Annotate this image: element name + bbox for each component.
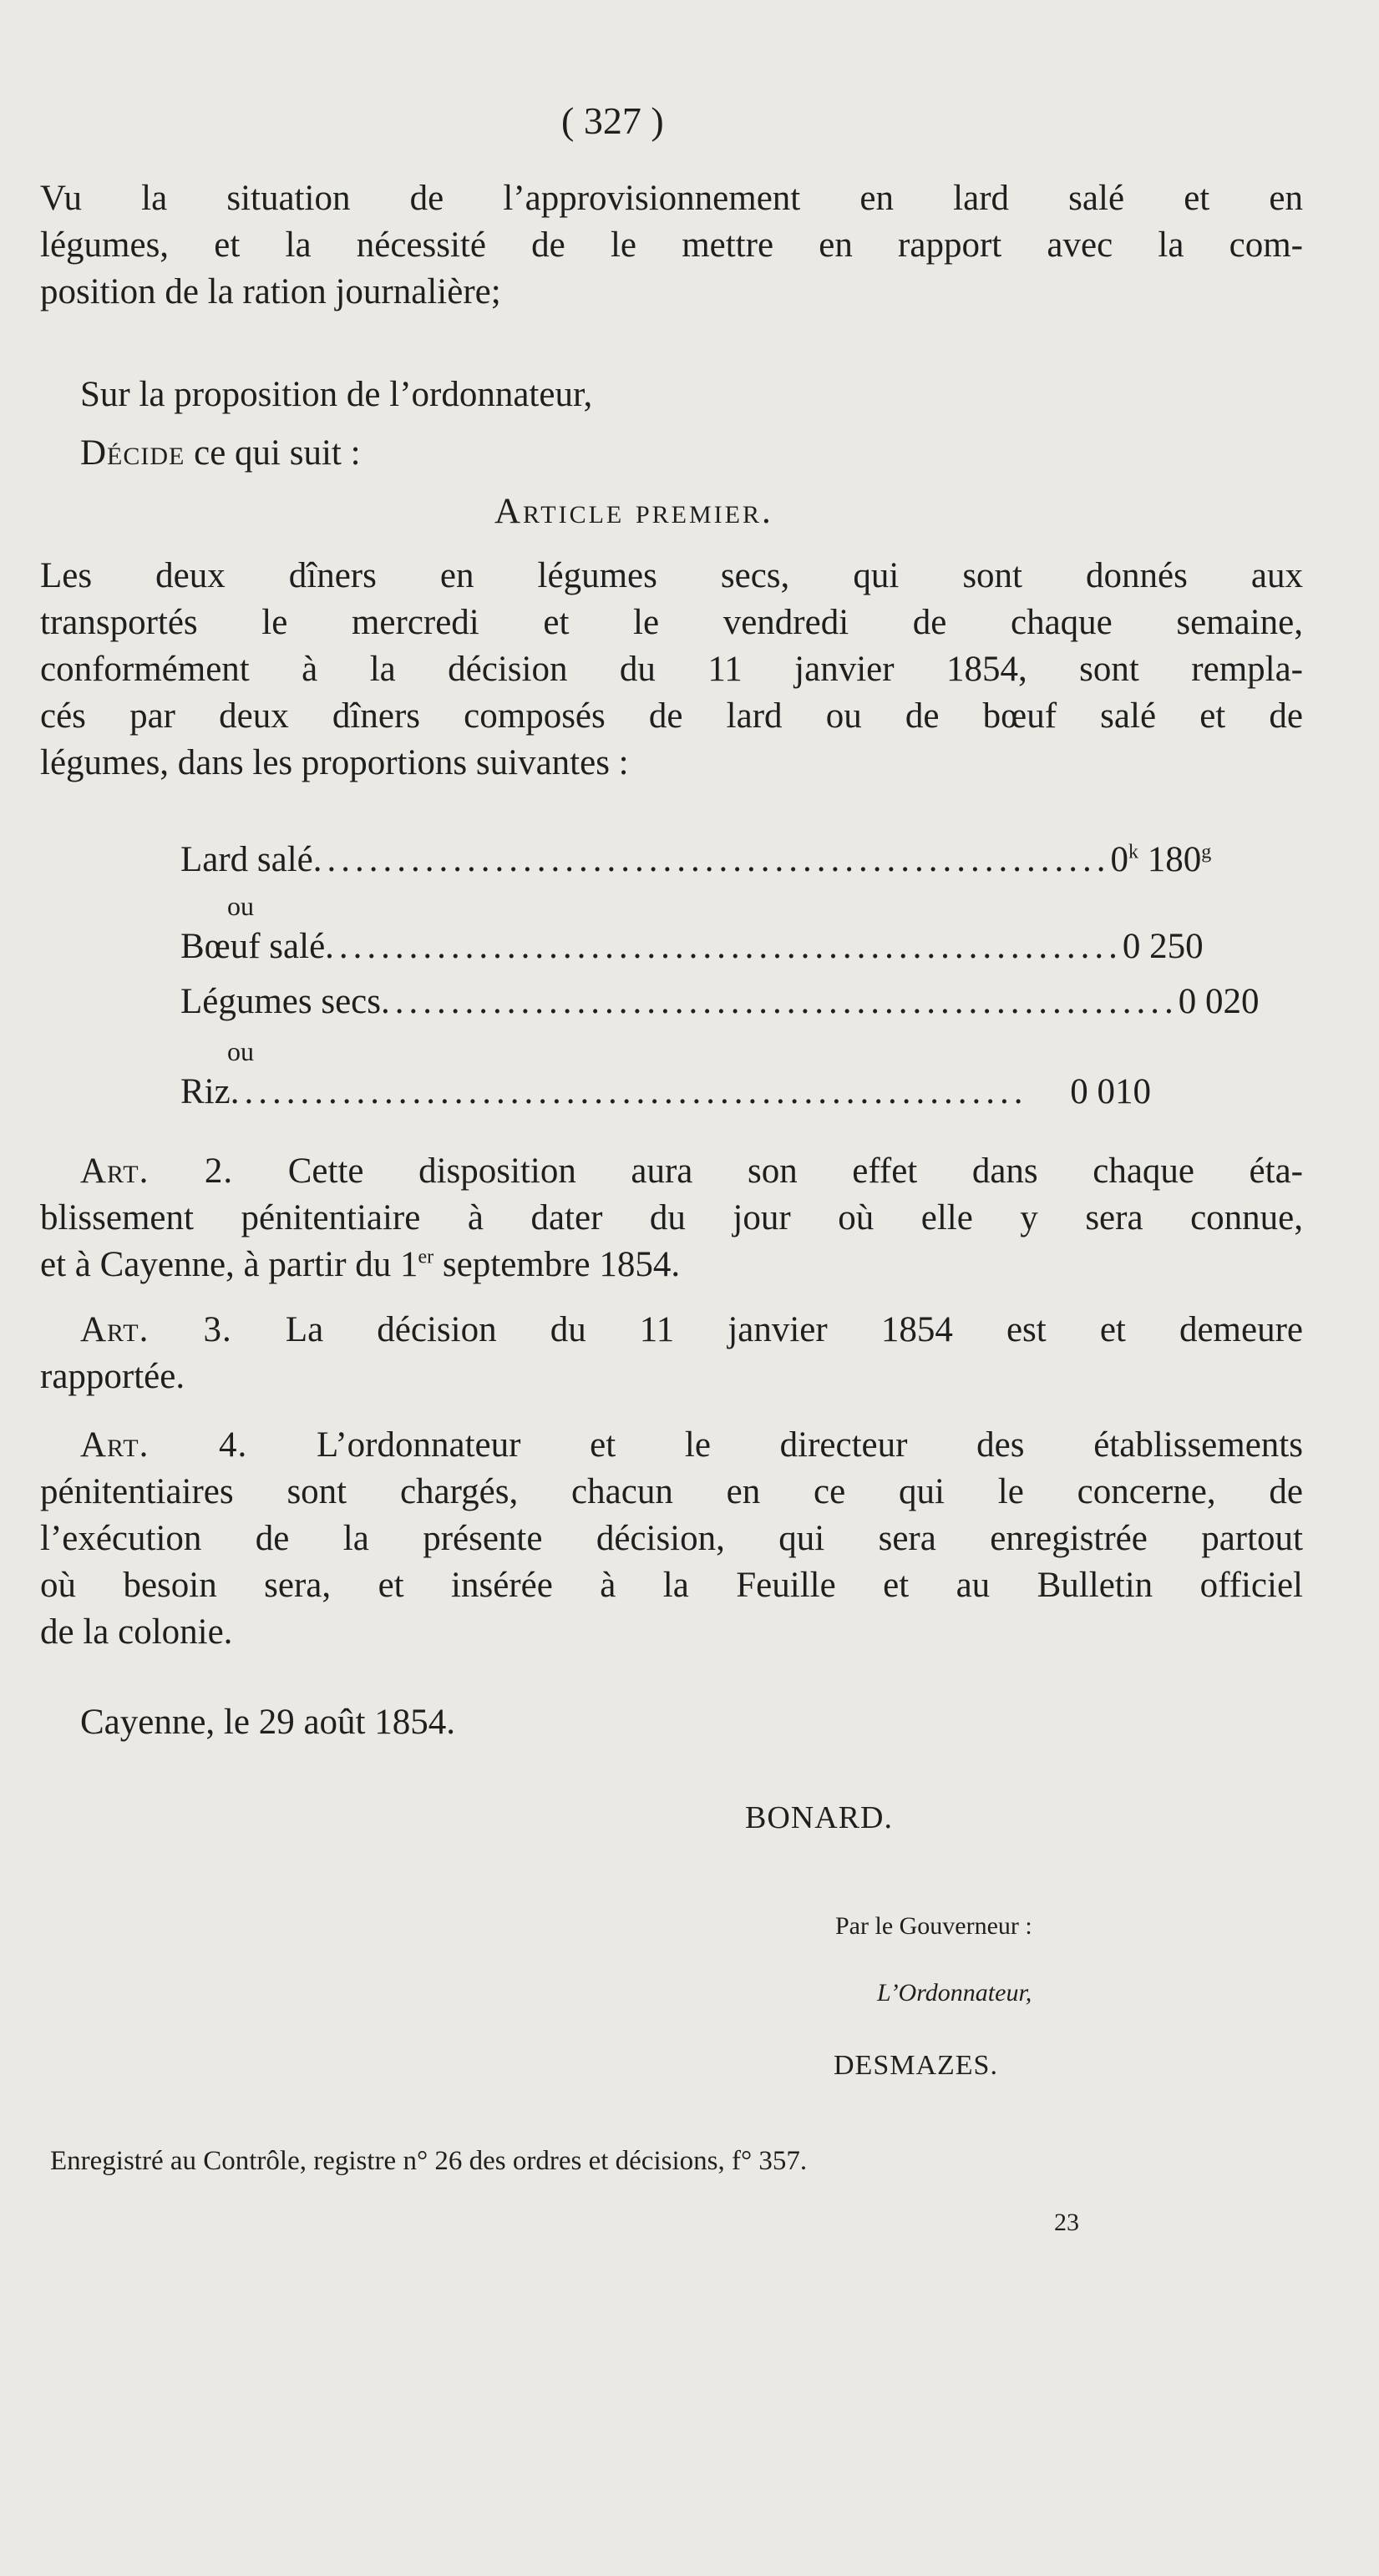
ration-item: Bœuf salé [180, 927, 326, 966]
par-le-gouverneur: Par le Gouverneur : [835, 1912, 1032, 1940]
proposition-line: Sur la proposition de l’ordonnateur, [80, 375, 593, 414]
article-title: Article premier. [494, 492, 773, 531]
text-line: blissement pénitentiaire à dater du jour où elle y sera connue, [40, 1198, 1303, 1237]
decide-line [80, 430, 361, 477]
text-line: Les deux dîners en légumes secs, qui sont donnés aux [40, 556, 1303, 595]
ration-quantity: 0$^k$ 180$^g$ [1110, 840, 1212, 879]
text-line: transportés le mercredi et le vendredi de chaque semaine, [40, 603, 1303, 642]
article-1-paragraph [40, 553, 1303, 787]
leader-dots: ......................................................... [381, 982, 1179, 1021]
text-line: cés par deux dîners composés de lard ou de bœuf salé et de [40, 696, 1303, 736]
decide-word: Décide [80, 433, 185, 473]
decide-rest: ce qui suit : [185, 433, 361, 473]
text-line: Art. 3. La décision du 11 janvier 1854 est et demeure [80, 1310, 1303, 1349]
article-label: Art. 3. [80, 1310, 232, 1349]
article-3-paragraph [40, 1307, 1303, 1400]
text-line: Art. 2. Cette disposition aura son effet dans chaque éta- [80, 1151, 1303, 1191]
text-line: de la colonie. [40, 1612, 233, 1652]
intro-paragraph [40, 175, 1303, 316]
ration-table [180, 839, 1260, 1121]
signature-2: DESMAZES. [834, 2050, 998, 2081]
ration-item: Lard salé [180, 840, 313, 879]
text-line: l’exécution de la présente décision, qui sera enregistrée partout [40, 1519, 1303, 1558]
leader-dots: ......................................................... [230, 1072, 1028, 1111]
ration-row [180, 981, 1260, 1031]
page-number: ( 327 ) [561, 99, 664, 142]
signature-mark: 23 [1054, 2209, 1079, 2236]
article-2-paragraph [40, 1148, 1303, 1288]
text-line: conformément à la décision du 11 janvier 1854, sont rempla- [40, 650, 1303, 689]
ration-quantity: 0 010 [1070, 1072, 1151, 1111]
article-label: Art. 2. [80, 1151, 234, 1191]
text-line: Vu la situation de l’approvisionnement en lard salé et en [40, 179, 1303, 218]
ration-quantity: 0 250 [1122, 927, 1204, 966]
article-4-paragraph [40, 1422, 1303, 1656]
ration-row [180, 926, 1204, 981]
signature: BONARD. [745, 1800, 893, 1835]
ration-or: ou [227, 1036, 254, 1066]
leader-dots: ......................................................... [325, 927, 1123, 966]
text-line: Art. 4. L’ordonnateur et le directeur des établissements [80, 1425, 1303, 1465]
ration-row [180, 839, 1212, 886]
ration-or: ou [227, 891, 254, 921]
leader-dots: ......................................................... [312, 840, 1111, 879]
text-line: pénitentiaires sont chargés, chacun en ce qui le concerne, de [40, 1472, 1303, 1511]
registration-note: Enregistré au Contrôle, registre n° 26 des ordres et décisions, f° 357. [50, 2146, 808, 2176]
text-line: où besoin sera, et insérée à la Feuille et au Bulletin officiel [40, 1566, 1303, 1605]
ration-row [180, 1071, 1151, 1121]
date-line: Cayenne, le 29 août 1854. [80, 1703, 456, 1742]
ration-item: Légumes secs [180, 982, 382, 1021]
ration-item: Riz [180, 1072, 231, 1111]
text-line: légumes, dans les proportions suivantes : [40, 743, 629, 782]
ordonnateur-title: L’Ordonnateur, [877, 1979, 1032, 2007]
ration-quantity: 0 020 [1178, 982, 1260, 1021]
text-line: rapportée. [40, 1357, 185, 1396]
text-line: position de la ration journalière; [40, 272, 501, 311]
article-label: Art. 4. [80, 1425, 248, 1465]
text-line: et à Cayenne, à partir du 1er septembre 1854. [40, 1245, 681, 1284]
text-line: légumes, et la nécessité de le mettre en rapport avec la com- [40, 225, 1303, 265]
